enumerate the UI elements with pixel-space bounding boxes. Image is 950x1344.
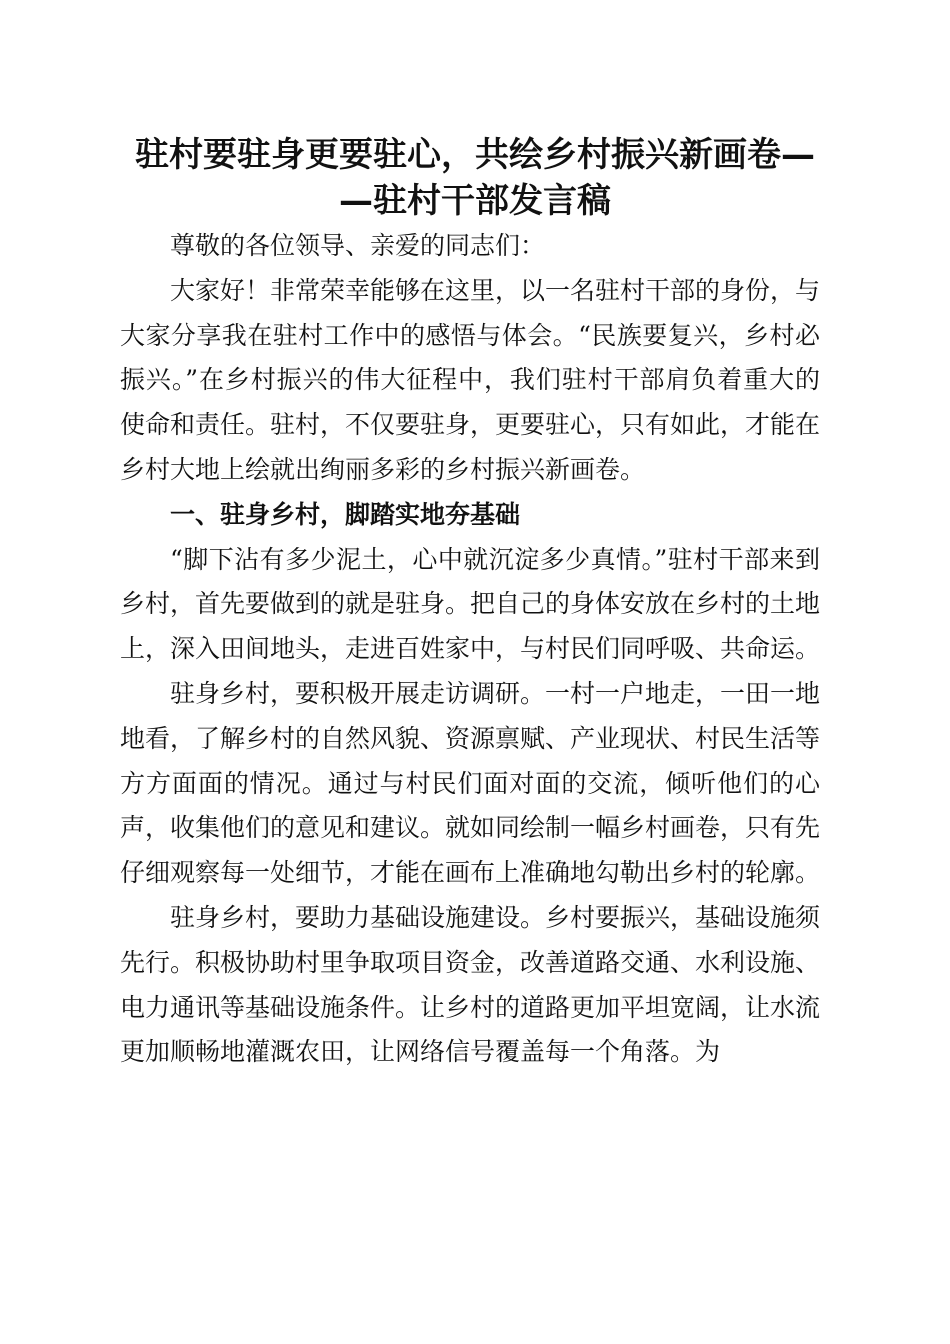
document-body bbox=[120, 224, 820, 1075]
document-title bbox=[118, 132, 832, 224]
paragraph: 驻身乡村，要积极开展走访调研。一村一户地走，一田一地地看，了解乡村的自然风貌、资源禀赋、产业现状、村民生活等方方面面的情况。通过与村民们面对面的交流，倾听他们的心声，收集他们的意见和建议。就如同绘制一幅乡村画卷，只有先仔细观察每一处细节，才能在画布上准确地勾勒出乡村的轮廓。 bbox=[120, 678, 821, 888]
title-line-2: —驻村干部发言稿 bbox=[339, 181, 611, 221]
title-line-1: 驻村要驻身更要驻心，共绘乡村振兴新画卷— bbox=[135, 135, 815, 175]
section-heading-1: 一、驻身乡村，脚踏实地夯基础 bbox=[170, 499, 521, 529]
paragraph-opening: 大家好！非常荣幸能够在这里，以一名驻村干部的身份，与大家分享我在驻村工作中的感悟与体会。“民族要复兴，乡村必振兴。”在乡村振兴的伟大征程中，我们驻村干部肩负着重大的使命和责任。驻村，不仅要驻身，更要驻心，只有如此，才能在乡村大地上绘就出绚丽多彩的乡村振兴新画卷。 bbox=[120, 275, 821, 484]
salutation: 尊敬的各位领导、亲爱的同志们： bbox=[170, 231, 546, 260]
paragraph: 驻身乡村，要助力基础设施建设。乡村要振兴，基础设施须先行。积极协助村里争取项目资金，改善道路交通、水利设施、电力通讯等基础设施条件。让乡村的道路更加平坦宽阔，让水流更加顺畅地灌溉农田，让网络信号覆盖每一个角落。为 bbox=[120, 902, 821, 1067]
paragraph: “脚下沾有多少泥土，心中就沉淀多少真情。”驻村干部来到乡村，首先要做到的就是驻身。把自己的身体安放在乡村的土地上，深入田间地头，走进百姓家中，与村民们同呼吸、共命运。 bbox=[120, 544, 821, 664]
